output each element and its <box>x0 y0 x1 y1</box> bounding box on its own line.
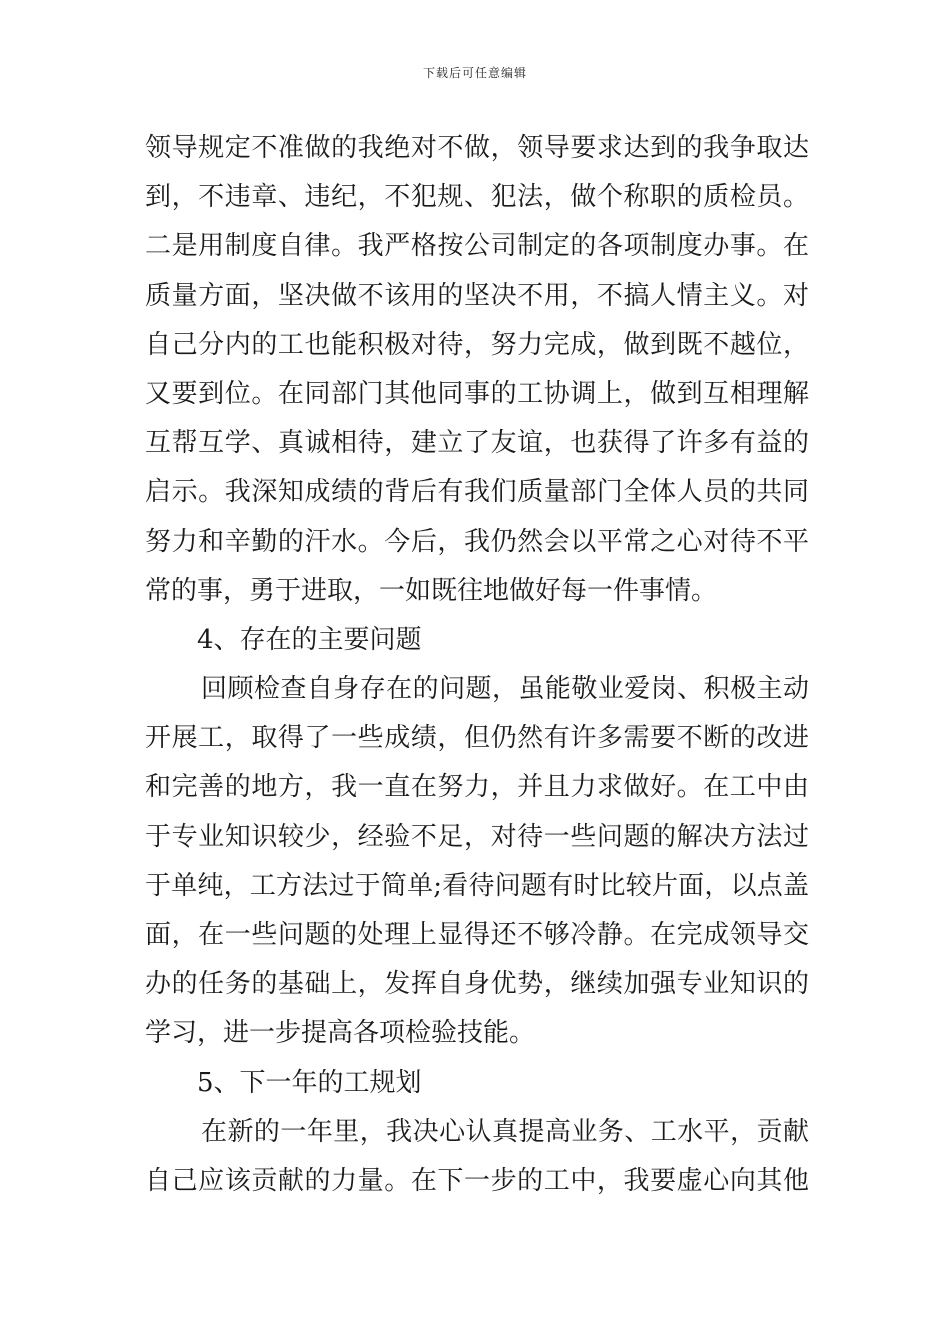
text-line: 自己分内的工也能积极对待，努力完成，做到既不越位， <box>145 329 809 360</box>
text-line: 领导规定不准做的我绝对不做，领导要求达到的我争取达 <box>145 133 809 163</box>
text-line: 面，在一些问题的处理上显得还不够冷静。在完成领导交 <box>145 920 809 950</box>
text-line: 于单纯，工方法过于简单;看待问题有时比较片面，以点盖 <box>145 870 809 901</box>
text-line: 于专业知识较少，经验不足，对待一些问题的解决方法过 <box>145 821 809 852</box>
text-line: 在新的一年里，我决心认真提高业务、工水平，贡献 <box>201 1116 809 1147</box>
text-line: 到，不违章、违纪，不犯规、犯法，做个称职的质检员。 <box>145 182 809 213</box>
text-line: 常的事，勇于进取，一如既往地做好每一件事情。 <box>145 575 718 606</box>
section-heading-4: 4、存在的主要问题 <box>197 624 422 655</box>
text-line: 学习，进一步提高各项检验技能。 <box>145 1018 536 1049</box>
text-line: 互帮互学、真诚相待，建立了友谊，也获得了许多有益的 <box>145 428 809 459</box>
text-line: 二是用制度自律。我严格按公司制定的各项制度办事。在 <box>145 231 809 262</box>
text-line: 和完善的地方，我一直在努力，并且力求做好。在工中由 <box>145 772 809 803</box>
text-line: 努力和辛勤的汗水。今后，我仍然会以平常之心对待不平 <box>145 526 809 557</box>
text-line: 又要到位。在同部门其他同事的工协调上，做到互相理解 <box>145 378 809 409</box>
document-body <box>145 124 809 1206</box>
section-heading-5: 5、下一年的工规划 <box>197 1067 422 1098</box>
text-line: 办的任务的基础上，发挥自身优势，继续加强专业知识的 <box>145 969 809 1000</box>
text-line: 开展工，取得了一些成绩，但仍然有许多需要不断的改进 <box>145 723 809 754</box>
text-line: 回顾检查自身存在的问题，虽能敬业爱岗、积极主动 <box>201 674 809 705</box>
page-header-note: 下载后可任意编辑 <box>422 66 527 80</box>
text-line: 自己应该贡献的力量。在下一步的工中，我要虚心向其他 <box>145 1165 809 1196</box>
text-line: 质量方面，坚决做不该用的坚决不用，不搞人情主义。对 <box>145 280 809 311</box>
text-line: 启示。我深知成绩的背后有我们质量部门全体人员的共同 <box>145 477 809 508</box>
